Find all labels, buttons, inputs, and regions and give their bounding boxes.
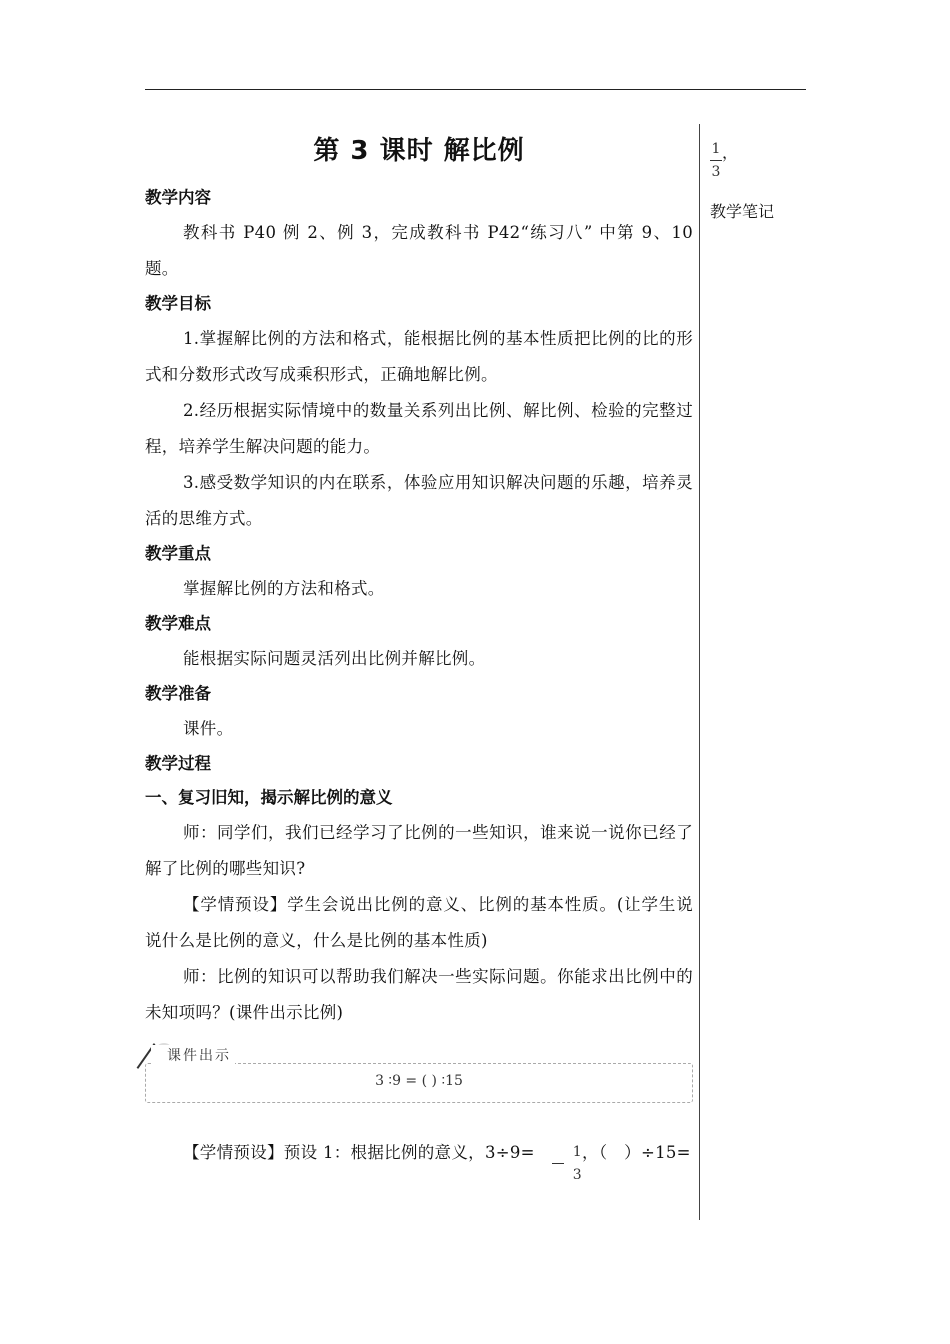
courseware-expression: 3 ∶9 = ( ) ∶15 <box>375 1073 463 1089</box>
step-1-heading: 一、复习旧知，揭示解比例的意义 <box>145 788 393 807</box>
paragraph-4: 【学情预设】预设 1：根据比例的意义，3÷9= $\frac{1}{3}$ ，（ ）÷15= <box>183 1143 691 1183</box>
paragraph-2: 【学情预设】学生会说出比例的意义、比例的基本性质。(让学生说说什么是比例的意义，什么是比例的基本性质) <box>145 895 693 950</box>
heading-key: 教学重点 <box>145 544 211 563</box>
page-title: 第 3 课时 解比例 <box>313 136 525 166</box>
paragraph-1: 师：同学们，我们已经学习了比例的一些知识，谁来说一说你已经了解了比例的哪些知识? <box>145 823 693 878</box>
paragraph-3: 师：比例的知识可以帮助我们解决一些实际问题。你能求出比例中的未知项吗？(课件出示比例) <box>145 967 693 1022</box>
side-fraction: $\frac{1}{3}$ <box>711 141 721 180</box>
main-content <box>145 130 693 1184</box>
goal-3: 3.感受数学知识的内在联系，体验应用知识解决问题的乐趣，培养灵活的思维方式。 <box>145 473 693 528</box>
content-text: 教科书 P40 例 2、例 3，完成教科书 P42“练习八” 中第 9、10 题。 <box>145 223 693 278</box>
column-divider <box>699 124 700 1220</box>
teaching-notes-label: 教学笔记 <box>710 202 775 221</box>
side-fraction-line: $\frac{1}{3}$ ， <box>711 141 739 180</box>
side-notes <box>710 140 810 222</box>
courseware-label: 课件出示 <box>151 1045 235 1065</box>
key-text: 掌握解比例的方法和格式。 <box>183 579 385 598</box>
heading-difficulty: 教学难点 <box>145 614 211 633</box>
heading-goals: 教学目标 <box>145 294 211 313</box>
goal-1: 1.掌握解比例的方法和格式，能根据比例的基本性质把比例的比的形式和分数形式改写成乘积形式，正确地解比例。 <box>145 329 693 384</box>
goal-2: 2.经历根据实际情境中的数量关系列出比例、解比例、检验的完整过程，培养学生解决问题的能力。 <box>145 401 693 456</box>
prep-text: 课件。 <box>183 719 234 738</box>
heading-prep: 教学准备 <box>145 684 211 703</box>
heading-process: 教学过程 <box>145 754 211 773</box>
heading-content: 教学内容 <box>145 188 211 207</box>
courseware-box <box>145 1045 693 1105</box>
para4-fraction: $\frac{1}{3}$ <box>535 1143 582 1184</box>
difficulty-text: 能根据实际问题灵活列出比例并解比例。 <box>183 649 486 668</box>
top-rule <box>145 89 806 90</box>
